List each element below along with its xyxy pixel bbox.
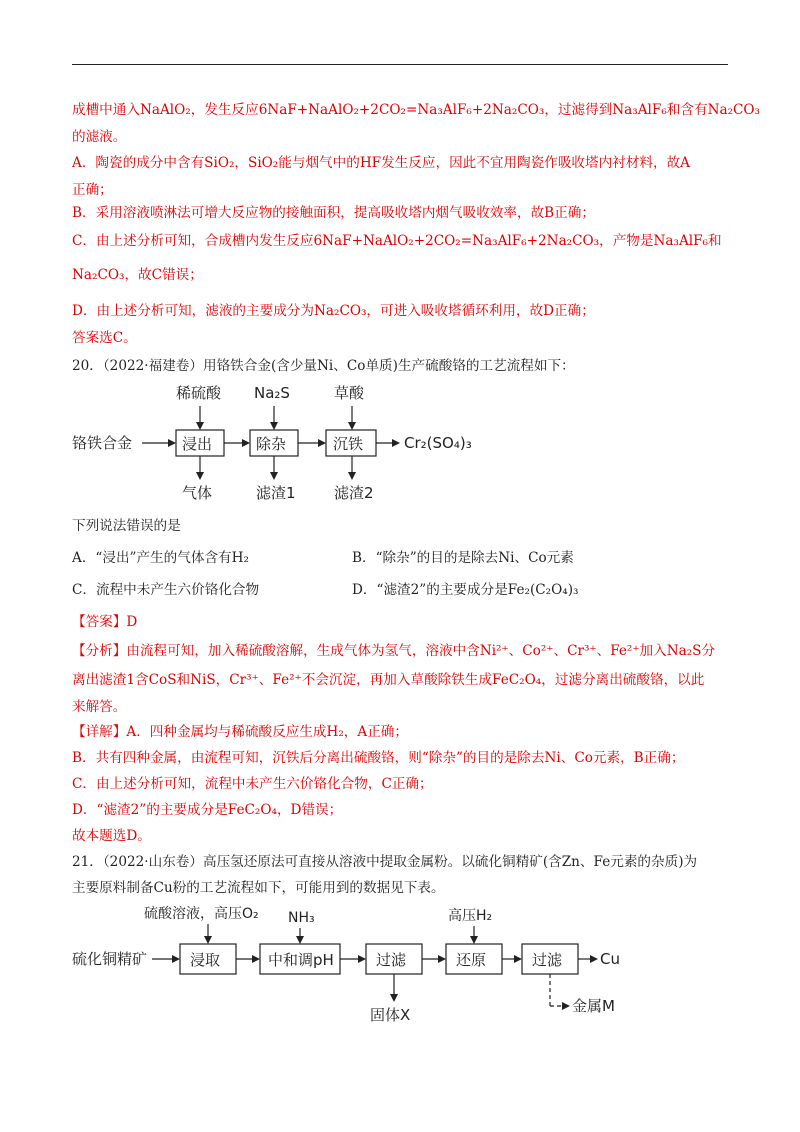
flow-box-5-label: 过滤: [532, 951, 563, 969]
q20-option-b: B．“除杂”的目的是除去Ni、Co元素: [352, 550, 574, 566]
arrow-head-icon: [172, 955, 180, 963]
flow-product: Cu: [600, 950, 620, 968]
flow-reagent-1: 稀硫酸: [176, 384, 222, 402]
arrow-head-icon: [196, 422, 204, 430]
flow-start-label: 硫化铜精矿: [72, 950, 148, 968]
arrow-head-icon: [438, 955, 446, 963]
arrow-head-icon: [390, 994, 398, 1002]
arrow-head-icon: [242, 439, 250, 447]
q20-analysis-line: 离出滤渣1含CoS和NiS，Cr³⁺、Fe²⁺不会沉淀，再加入草酸除铁生成FeC₂O₄，过滤分离出硫酸铬，以此: [72, 672, 705, 688]
q21-flow-diagram: [72, 902, 672, 1028]
flow-out-2: 滤渣1: [256, 484, 296, 502]
flow-reagent-3: 草酸: [334, 384, 365, 402]
option-c-explanation: C．由上述分析可知，合成槽内发生反应6NaF+NaAlO₂+2CO₂=Na₃AlF₆+2Na₂CO₃，产物是Na₃AlF₆和: [72, 233, 722, 249]
text-line: 的滤液。: [72, 129, 127, 145]
q20-detail-line: D．“滤渣2”的主要成分是FeC₂O₄，D错误；: [72, 802, 343, 818]
arrow-head-icon: [204, 936, 212, 944]
arrow-head-icon: [514, 955, 522, 963]
answer-line: 答案选C。: [72, 330, 137, 346]
text-line: 正确；: [72, 182, 113, 198]
flow-box-3-label: 沉铁: [333, 435, 364, 453]
arrow-head-icon: [470, 936, 478, 944]
arrow-head-icon: [168, 439, 176, 447]
arrow-head-icon: [196, 472, 204, 480]
arrow-head-icon: [358, 955, 366, 963]
flow-reagent-2: Na₂S: [254, 384, 290, 402]
arrow-head-icon: [348, 422, 356, 430]
q21-stem: 主要原料制备Cu粉的工艺流程如下，可能用到的数据见下表。: [72, 880, 445, 896]
arrow-head-icon: [318, 439, 326, 447]
flow-out-3: 固体X: [370, 1006, 411, 1024]
flow-box-1-label: 浸取: [190, 951, 221, 969]
q20-detail-line: C．由上述分析可知，流程中未产生六价铬化合物，C正确；: [72, 776, 433, 792]
q20-option-a: A．“浸出”产生的气体含有H₂: [72, 550, 249, 566]
flow-reagent-2: NH₃: [288, 910, 315, 926]
arrow-head-icon: [562, 1002, 570, 1010]
arrow-head-icon: [590, 955, 598, 963]
arrow-head-icon: [348, 472, 356, 480]
arrow-head-icon: [252, 955, 260, 963]
flow-reagent-1: 硫酸溶液，高压O₂: [144, 906, 259, 922]
arrow-head-icon: [296, 936, 304, 944]
q20-question: 下列说法错误的是: [72, 518, 181, 534]
option-b-explanation: B．采用溶液喷淋法可增大反应物的接触面积，提高吸收塔内烟气吸收效率，故B正确；: [72, 205, 595, 221]
q20-option-d: D．“滤渣2”的主要成分是Fe₂(C₂O₄)₃: [352, 582, 579, 598]
q20-detail-line: B．共有四种金属，由流程可知，沉铁后分离出硫酸铬，则“除杂”的目的是除去Ni、Co元素，B正确；: [72, 750, 685, 766]
arrow-head-icon: [392, 439, 400, 447]
option-a-explanation: A．陶瓷的成分中含有SiO₂，SiO₂能与烟气中的HF发生反应，因此不宜用陶瓷作吸收塔内衬材料，故A: [72, 155, 690, 171]
arrow-head-icon: [270, 472, 278, 480]
flow-box-4-label: 还原: [456, 951, 487, 969]
flow-reagent-4: 高压H₂: [448, 908, 493, 924]
arrow-head-icon: [270, 422, 278, 430]
option-d-explanation: D．由上述分析可知，滤液的主要成分为Na₂CO₃，可进入吸收塔循环利用，故D正确；: [72, 303, 595, 319]
flow-product: Cr₂(SO₄)₃: [404, 434, 472, 452]
q21-stem: 21．（2022·山东卷）高压氢还原法可直接从溶液中提取金属粉。以硫化铜精矿(含Zn、Fe元素的杂质)为: [72, 854, 698, 870]
q20-option-c: C．流程中未产生六价铬化合物: [72, 582, 260, 598]
header-rule: [72, 64, 728, 65]
q20-flow-diagram: [72, 382, 532, 502]
flow-box-2-label: 中和调pH: [268, 951, 334, 969]
flow-out-5: 金属M: [572, 997, 615, 1015]
flow-box-2-label: 除杂: [256, 435, 287, 453]
text-line: 成槽中通入NaAlO₂，发生反应6NaF+NaAlO₂+2CO₂=Na₃AlF₆+2Na₂CO₃，过滤得到Na₃AlF₆和含有Na₂CO₃: [72, 102, 761, 118]
flow-out-1: 气体: [182, 484, 213, 502]
text-line: Na₂CO₃，故C错误；: [72, 267, 203, 283]
flow-start-label: 铬铁合金: [72, 434, 133, 452]
flow-box-3-label: 过滤: [376, 951, 407, 969]
flow-out-3: 滤渣2: [334, 484, 374, 502]
q20-stem: 20．（2022·福建卷）用铬铁合金(含少量Ni、Co单质)生产硫酸铬的工艺流程如下：: [72, 358, 575, 374]
q20-analysis-line: 来解答。: [72, 699, 127, 715]
q20-answer: 【答案】D: [72, 614, 138, 630]
q20-analysis-line: 【分析】由流程可知，加入稀硫酸溶解，生成气体为氢气，溶液中含Ni²⁺、Co²⁺、Cr³⁺、Fe²⁺加入Na₂S分: [72, 643, 716, 659]
q20-detail-line: 【详解】A．四种金属均与稀硫酸反应生成H₂，A正确；: [72, 724, 408, 740]
q20-detail-line: 故本题选D。: [72, 828, 151, 844]
flow-box-1-label: 浸出: [182, 435, 213, 453]
